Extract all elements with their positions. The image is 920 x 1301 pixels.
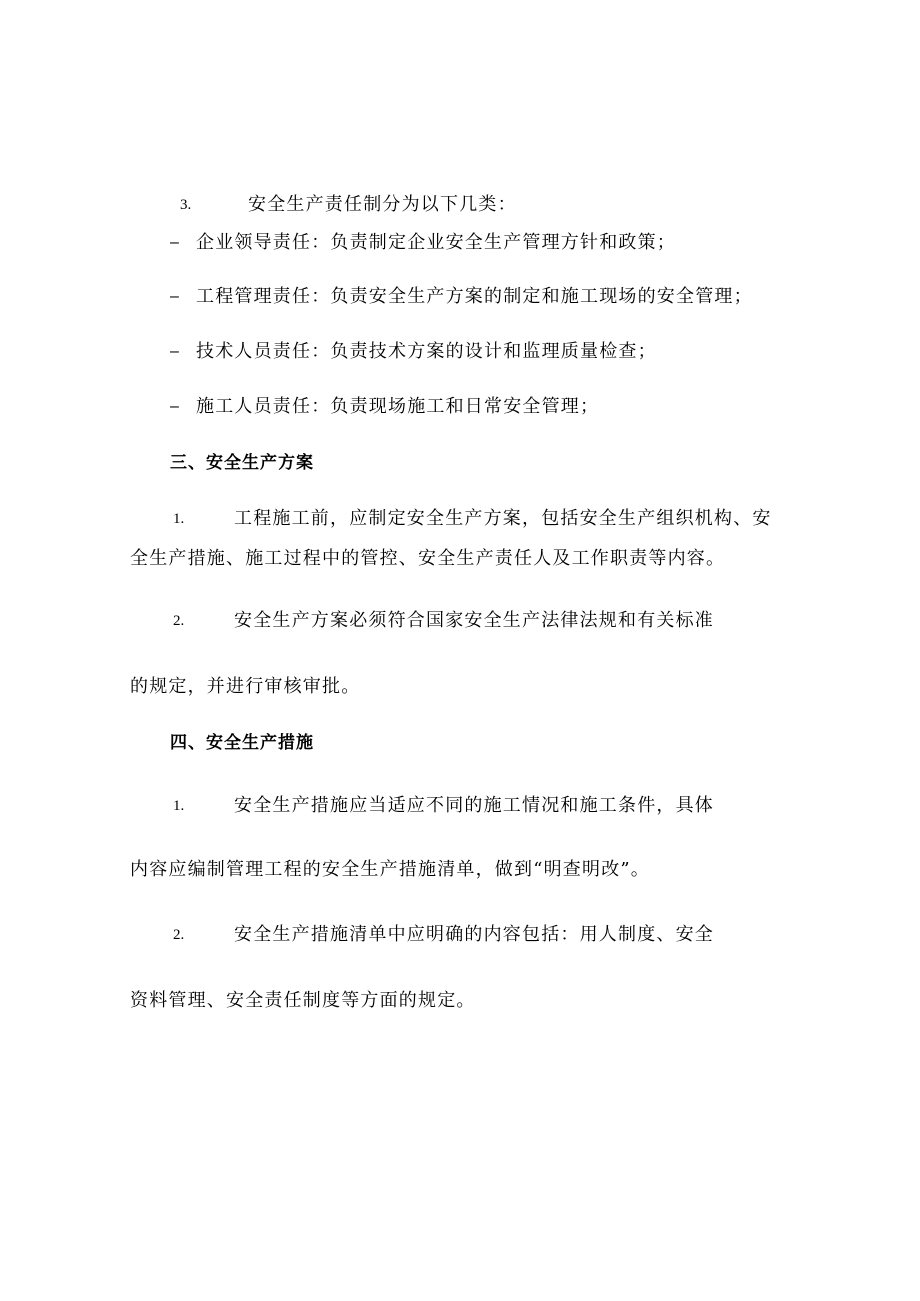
paragraph-line: 的规定，并进行审核审批。 bbox=[130, 676, 361, 697]
section-heading: 四、安全生产措施 bbox=[170, 733, 314, 753]
bullet-item: 施工人员责任：负责现场施工和日常安全管理； bbox=[196, 396, 600, 417]
bullet-dash: – bbox=[170, 343, 179, 360]
item-number: 3. bbox=[180, 197, 192, 213]
bullet-dash: – bbox=[170, 234, 179, 251]
item-number: 2. bbox=[173, 613, 185, 629]
paragraph-line: 工程施工前，应制定安全生产方案，包括安全生产组织机构、安 bbox=[234, 508, 772, 529]
bullet-dash: – bbox=[170, 288, 179, 305]
item-number: 1. bbox=[173, 798, 185, 814]
paragraph-line: 安全生产措施清单中应明确的内容包括：用人制度、安全 bbox=[234, 924, 714, 945]
paragraph-line: 安全生产方案必须符合国家安全生产法律法规和有关标准 bbox=[234, 610, 714, 631]
paragraph-line: 全生产措施、施工过程中的管控、安全生产责任人及工作职责等内容。 bbox=[130, 548, 726, 569]
bullet-item: 企业领导责任：负责制定企业安全生产管理方针和政策； bbox=[196, 232, 676, 253]
paragraph-line: 内容应编制管理工程的安全生产措施清单，做到“明查明改”。 bbox=[130, 859, 651, 880]
paragraph-line: 安全生产措施应当适应不同的施工情况和施工条件，具体 bbox=[234, 795, 714, 816]
item-number: 1. bbox=[173, 511, 185, 527]
bullet-item: 技术人员责任：负责技术方案的设计和监理质量检查； bbox=[196, 341, 657, 362]
bullet-item: 工程管理责任：负责安全生产方案的制定和施工现场的安全管理； bbox=[196, 286, 753, 307]
bullet-dash: – bbox=[170, 398, 179, 415]
item-number: 2. bbox=[173, 927, 185, 943]
paragraph-line: 安全生产责任制分为以下几类： bbox=[248, 194, 517, 215]
paragraph-line: 资料管理、安全责任制度等方面的规定。 bbox=[130, 990, 476, 1011]
section-heading: 三、安全生产方案 bbox=[170, 453, 314, 473]
